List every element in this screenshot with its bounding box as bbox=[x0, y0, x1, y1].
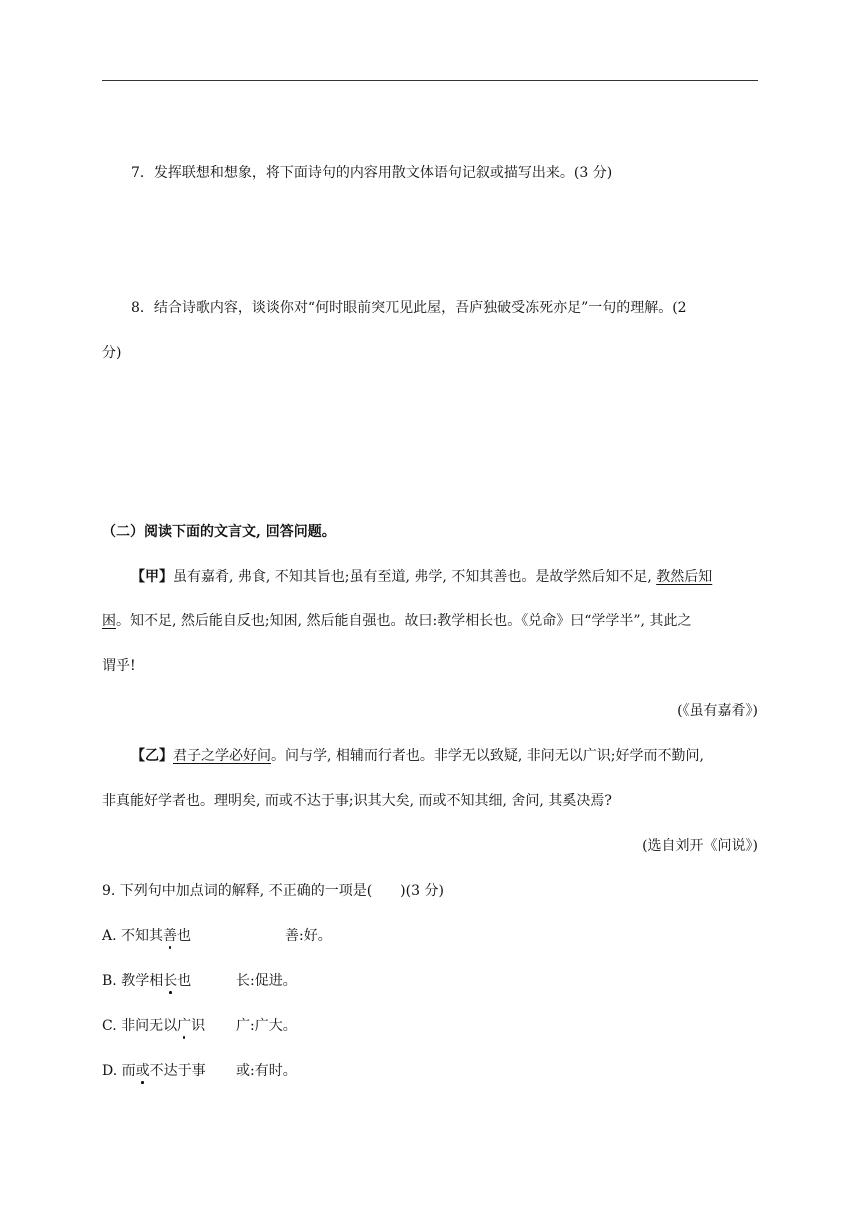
option-c-pre: C. 非问无以 bbox=[102, 1018, 178, 1034]
passage-yi-text-1: 。问与学, 相辅而行者也。非学无以致疑, 非问无以广识;好学而不勤问, bbox=[271, 748, 704, 764]
option-b-post: 也 bbox=[177, 973, 192, 989]
option-b bbox=[102, 971, 297, 991]
passage-jia-label: 【甲】 bbox=[131, 569, 173, 585]
option-a bbox=[102, 926, 332, 946]
passage-yi-label: 【乙】 bbox=[131, 748, 173, 764]
passage-yi-text-2: 非真能好学者也。理明矣, 而或不达于事;识其大矣, 而或不知其细, 舍问, 其奚决焉? bbox=[102, 793, 612, 809]
passage-yi-source bbox=[642, 836, 758, 856]
passage-jia-source bbox=[677, 701, 758, 721]
header-rule bbox=[102, 80, 758, 81]
passage-jia-underlined-2: 困 bbox=[102, 613, 116, 629]
passage-jia-line-3 bbox=[102, 656, 136, 676]
question-8-line-1 bbox=[131, 298, 687, 318]
option-a-pre: A. 不知其 bbox=[102, 928, 164, 944]
option-b-pre: B. 教学相 bbox=[102, 973, 164, 989]
section-heading-text: （二）阅读下面的文言文, 回答问题。 bbox=[102, 524, 336, 540]
passage-jia-source-text: (《虽有嘉肴》) bbox=[677, 703, 758, 719]
option-c-post: 识 bbox=[191, 1018, 206, 1034]
passage-jia-text-2: 。知不足, 然后能自反也;知困, 然后能自强也。故曰:教学相长也。《兑命》曰“学学半”, 其此之 bbox=[116, 613, 692, 629]
question-9-stem-text: 9. 下列句中加点词的解释, 不正确的一项是( )(3 分) bbox=[102, 883, 444, 899]
question-7-text: 7．发挥联想和想象，将下面诗句的内容用散文体语句记叙或描写出来。(3 分) bbox=[131, 165, 613, 181]
passage-jia-line-1 bbox=[131, 567, 712, 587]
question-8-text-cont: 分) bbox=[102, 345, 122, 361]
passage-jia-line-2 bbox=[102, 611, 691, 631]
option-a-gloss: 善:好。 bbox=[285, 928, 332, 944]
question-7 bbox=[131, 163, 612, 183]
passage-yi-underlined: 君子之学必好问 bbox=[173, 748, 271, 764]
option-d bbox=[102, 1061, 297, 1081]
passage-yi-source-text: (选自刘开《问说》) bbox=[642, 838, 758, 854]
option-a-post: 也 bbox=[177, 928, 192, 944]
option-d-dotted-word: 或 bbox=[135, 1063, 150, 1079]
passage-jia-text-1: 虽有嘉肴, 弗食, 不知其旨也;虽有至道, 弗学, 不知其善也。是故学然后知不足, bbox=[173, 569, 657, 585]
option-d-post: 不达于事 bbox=[149, 1063, 206, 1079]
passage-jia-text-3: 谓乎! bbox=[102, 658, 136, 674]
question-8-line-2 bbox=[102, 343, 121, 363]
option-d-pre: D. 而 bbox=[102, 1063, 136, 1079]
option-d-gloss: 或:有时。 bbox=[236, 1063, 297, 1079]
option-b-dotted-word: 长 bbox=[163, 973, 178, 989]
option-c-gloss: 广:广大。 bbox=[236, 1018, 297, 1034]
option-b-gloss: 长:促进。 bbox=[236, 973, 297, 989]
passage-jia-underlined-1: 教然后知 bbox=[656, 569, 713, 585]
section-heading bbox=[102, 522, 336, 542]
passage-yi-line-2 bbox=[102, 791, 612, 811]
option-c bbox=[102, 1016, 297, 1036]
option-a-dotted-word: 善 bbox=[163, 928, 178, 944]
question-9-stem bbox=[102, 881, 444, 901]
option-c-dotted-word: 广 bbox=[177, 1018, 192, 1034]
question-8-text: 8．结合诗歌内容，谈谈你对“何时眼前突兀见此屋，吾庐独破受冻死亦足”一句的理解。(2 bbox=[131, 300, 687, 316]
passage-yi-line-1 bbox=[131, 746, 704, 766]
